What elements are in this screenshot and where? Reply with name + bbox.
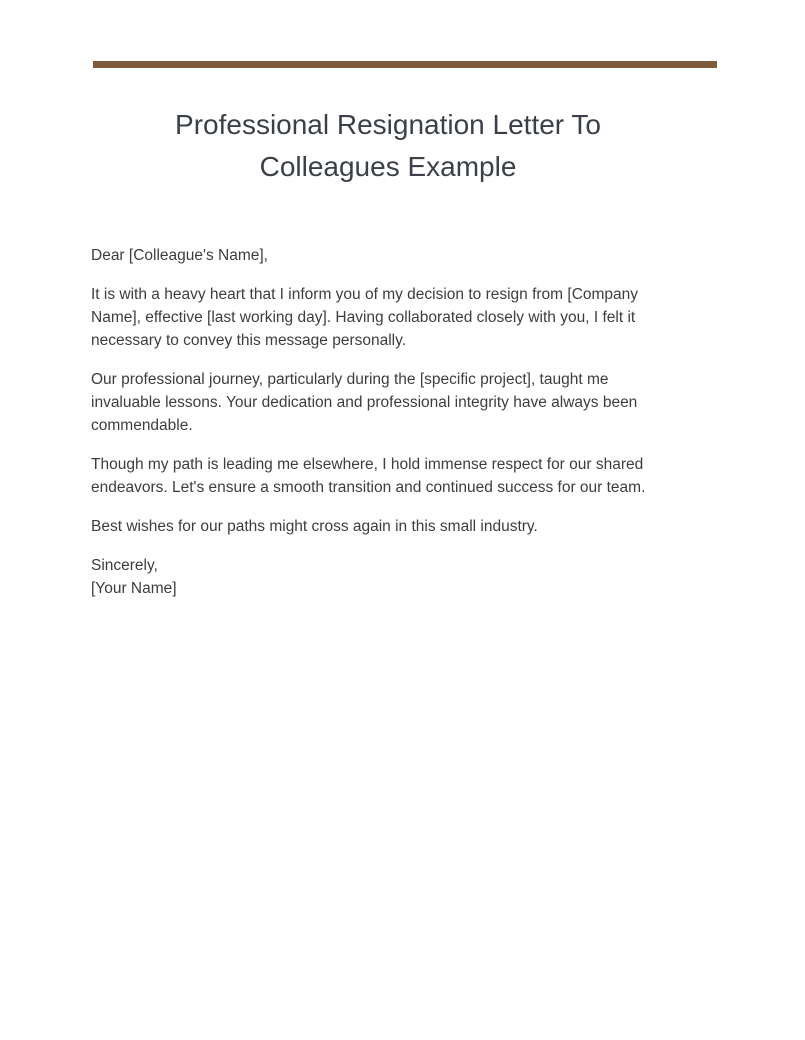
letter-body — [91, 244, 681, 600]
header-divider — [93, 61, 717, 68]
page-title: Professional Resignation Letter To Colleagues Example — [175, 109, 601, 182]
closing: Sincerely, — [91, 557, 158, 574]
signature: [Your Name] — [91, 580, 177, 597]
salutation: Dear [Colleague's Name], — [91, 247, 268, 264]
paragraph-4: Best wishes for our paths might cross again in this small industry. — [91, 518, 538, 535]
paragraph-3: Though my path is leading me elsewhere, I hold immense respect for our shared endeavors. Let's ensure a smooth transition and continued success for our team. — [91, 456, 646, 496]
paragraph-1: It is with a heavy heart that I inform you of my decision to resign from [Company Name], effective [last working day]. Having collaborated closely with you, I felt it necessary to convey this message personally. — [91, 286, 639, 349]
paragraph-2: Our professional journey, particularly during the [specific project], taught me invaluable lessons. Your dedication and professional integrity have always been commendable. — [91, 371, 638, 434]
